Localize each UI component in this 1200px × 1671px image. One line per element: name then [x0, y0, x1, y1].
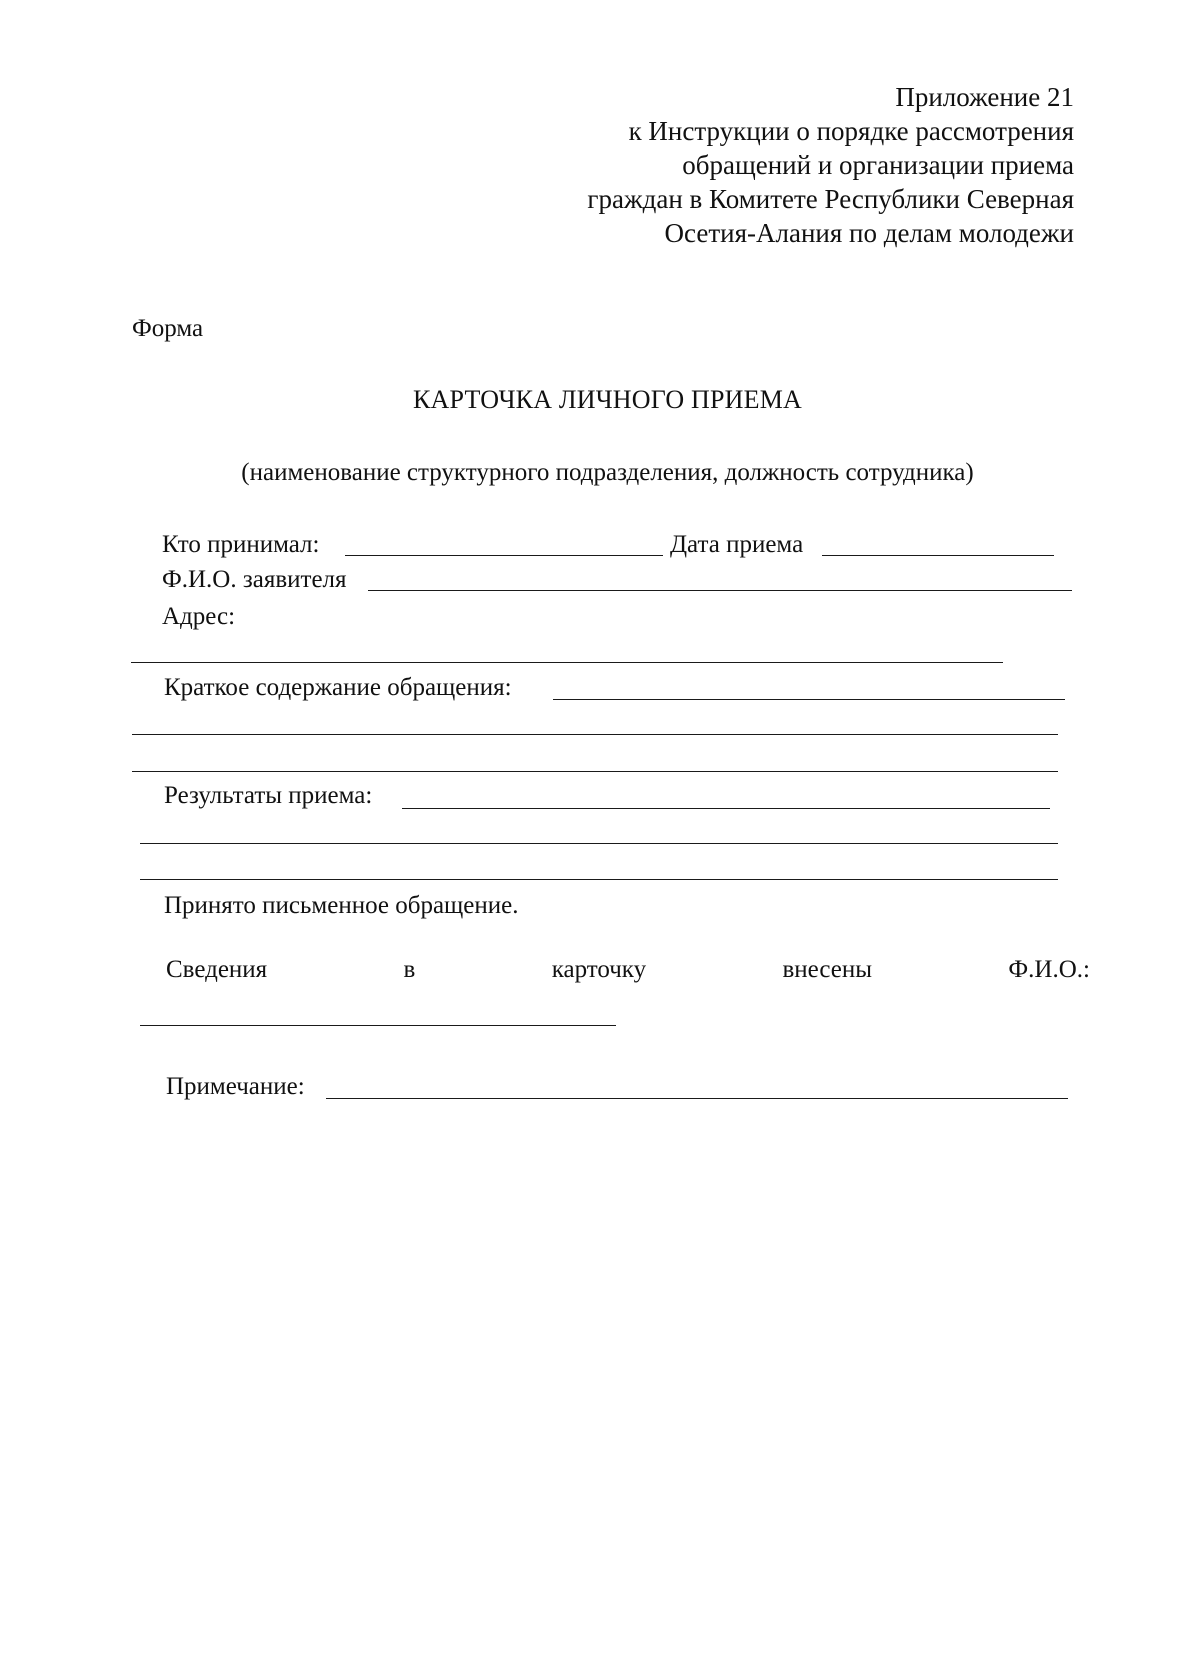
subtitle: (наименование структурного подразделения, должность сотрудника): [241, 459, 974, 486]
entered-word-1: Сведения: [166, 956, 268, 983]
appendix-number: Приложение 21: [895, 82, 1074, 112]
appendix-line-5: Осетия-Алания по делам молодежи: [664, 218, 1074, 248]
note-line[interactable]: [326, 1098, 1068, 1099]
card-title: КАРТОЧКА ЛИЧНОГО ПРИЕМА: [413, 385, 802, 414]
summary-label: Краткое содержание обращения:: [164, 674, 512, 701]
address-label: Адрес:: [162, 603, 236, 630]
entered-word-4: внесены: [782, 956, 873, 983]
summary-line-3[interactable]: [132, 771, 1058, 772]
applicant-name-line[interactable]: [368, 590, 1072, 591]
entered-by-name-line[interactable]: [140, 1025, 616, 1026]
entered-word-3: карточку: [551, 956, 647, 983]
entered-by-row: [166, 955, 1090, 985]
received-by-label: Кто принимал:: [162, 531, 320, 558]
address-line[interactable]: [131, 662, 1003, 663]
reception-date-label: Дата приема: [670, 531, 804, 558]
appendix-line-2: к Инструкции о порядке рассмотрения: [628, 116, 1074, 146]
appendix-line-3: обращений и организации приема: [682, 150, 1074, 180]
received-by-line[interactable]: [345, 555, 663, 556]
reception-date-line[interactable]: [822, 555, 1054, 556]
entered-word-5: Ф.И.О.:: [1008, 956, 1090, 983]
summary-line-1[interactable]: [553, 699, 1065, 700]
appendix-header: [587, 80, 1074, 250]
written-appeal-text: Принято письменное обращение.: [164, 892, 519, 919]
form-label: Форма: [132, 315, 204, 342]
entered-word-2: в: [403, 956, 416, 983]
results-line-3[interactable]: [140, 879, 1058, 880]
note-label: Примечание:: [166, 1073, 305, 1100]
results-line-1[interactable]: [402, 808, 1050, 809]
applicant-name-label: Ф.И.О. заявителя: [162, 566, 347, 593]
results-line-2[interactable]: [140, 843, 1058, 844]
summary-line-2[interactable]: [132, 734, 1058, 735]
results-label: Результаты приема:: [164, 782, 373, 809]
appendix-line-4: граждан в Комитете Республики Северная: [587, 184, 1074, 214]
